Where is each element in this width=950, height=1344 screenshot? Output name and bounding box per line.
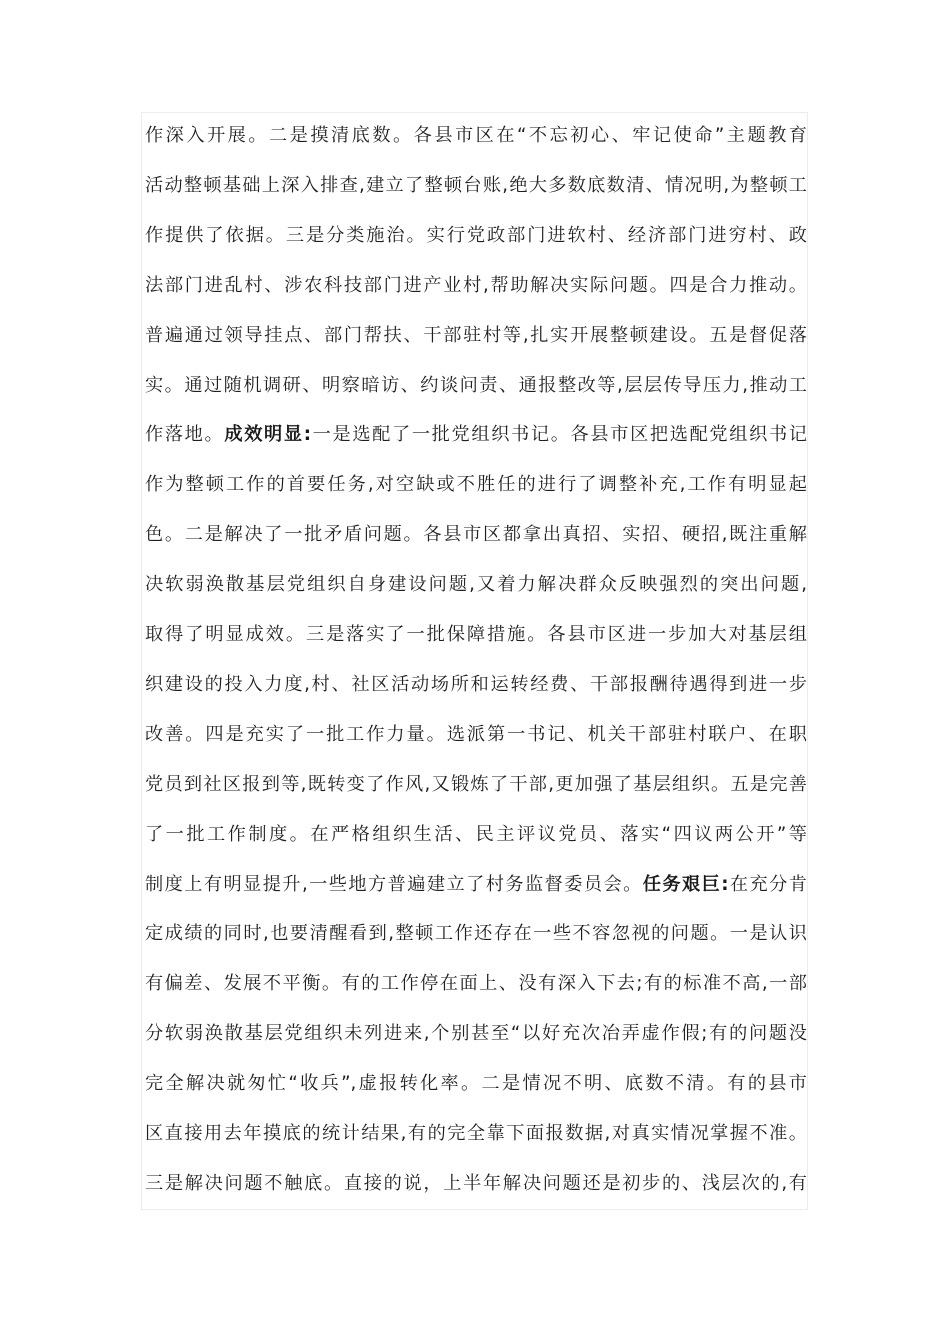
text-line — [145, 1119, 807, 1149]
text-run: 普遍通过领导挂点、部门帮扶、干部驻村等,扎实开展整顿建设。五是督促落 — [145, 324, 807, 346]
text-run: 分软弱涣散基层党组织未列进来,个别甚至“以好充次冶弄虚作假;有的问题没 — [145, 1023, 807, 1045]
text-run: 有偏差、发展不平衡。有的工作停在面上、没有深入下去;有的标准不高,一部 — [145, 973, 807, 995]
text-run: 党员到社区报到等,既转变了作风,又锻炼了干部,更加强了基层组织。五是完善 — [145, 773, 807, 795]
text-run: 活动整顿基础上深入排查,建立了整顿台账,绝大多数底数清、情况明,为整顿工 — [145, 174, 807, 196]
text-run: 三是解决问题不触底。直接的说，上半年解决问题还是初步的、浅层次的,有 — [145, 1172, 807, 1194]
text-line — [145, 820, 807, 850]
text-run: 了一批工作制度。在严格组织生活、民主评议党员、落实“四议两公开”等 — [145, 823, 807, 845]
text-run: 取得了明显成效。三是落实了一批保障措施。各县市区进一步加大对基层组 — [145, 624, 807, 645]
text-run: 在充分肯 — [728, 873, 807, 895]
text-line — [145, 919, 807, 949]
text-line — [145, 770, 807, 800]
text-line — [145, 371, 807, 401]
text-line — [145, 969, 807, 999]
text-run: 作为整顿工作的首要任务,对空缺或不胜任的进行了调整补充,工作有明显起 — [145, 474, 807, 496]
text-line — [145, 1169, 807, 1199]
text-line — [145, 221, 807, 251]
text-run: 作落地。 — [145, 424, 225, 446]
text-run: 法部门进乱村、涉农科技部门进产业村,帮助解决实际问题。四是合力推动。 — [145, 274, 807, 296]
bold-heading-run: 成效明显: — [224, 424, 311, 446]
text-line — [145, 171, 807, 201]
text-line — [145, 870, 807, 900]
text-line — [145, 620, 807, 650]
text-line — [145, 321, 807, 351]
text-line — [145, 1069, 807, 1099]
text-line — [145, 1019, 807, 1049]
text-run: 改善。四是充实了一批工作力量。选派第一书记、机关干部驻村联户、在职 — [145, 723, 807, 745]
bold-heading-run: 任务艰巨: — [642, 873, 729, 895]
text-line — [145, 470, 807, 500]
text-run: 织建设的投入力度,村、社区活动场所和运转经费、干部报酬待遇得到进一步 — [145, 673, 807, 695]
text-line — [145, 520, 807, 550]
text-run: 一是选配了一批党组织书记。各县市区把选配党组织书记 — [311, 424, 807, 446]
text-run: 制度上有明显提升,一些地方普遍建立了村务监督委员会。 — [145, 873, 643, 895]
text-line — [145, 420, 807, 450]
document-body — [141, 112, 808, 1210]
text-line — [145, 570, 807, 600]
text-line — [145, 720, 807, 750]
text-run: 完全解决就匆忙“收兵”,虚报转化率。二是情况不明、底数不清。有的县市 — [145, 1073, 807, 1095]
text-line — [145, 121, 807, 151]
text-run: 色。二是解决了一批矛盾问题。各县市区都拿出真招、实招、硬招,既注重解 — [145, 524, 807, 546]
text-run: 决软弱涣散基层党组织自身建设问题,又着力解决群众反映强烈的突出问题, — [145, 574, 807, 596]
text-run: 作深入开展。二是摸清底数。各县市区在“不忘初心、牢记使命”主题教育 — [145, 125, 807, 146]
text-line — [145, 271, 807, 301]
text-run: 实。通过随机调研、明察暗访、约谈问责、通报整改等,层层传导压力,推动工 — [145, 374, 807, 396]
text-run: 定成绩的同时,也要清醒看到,整顿工作还存在一些不容忽视的问题。一是认识 — [145, 923, 807, 945]
text-run: 区直接用去年摸底的统计结果,有的完全靠下面报数据,对真实情况掌握不准。 — [145, 1123, 807, 1144]
text-line — [145, 670, 807, 700]
text-run: 作提供了依据。三是分类施治。实行党政部门进软村、经济部门进穷村、政 — [145, 224, 807, 246]
